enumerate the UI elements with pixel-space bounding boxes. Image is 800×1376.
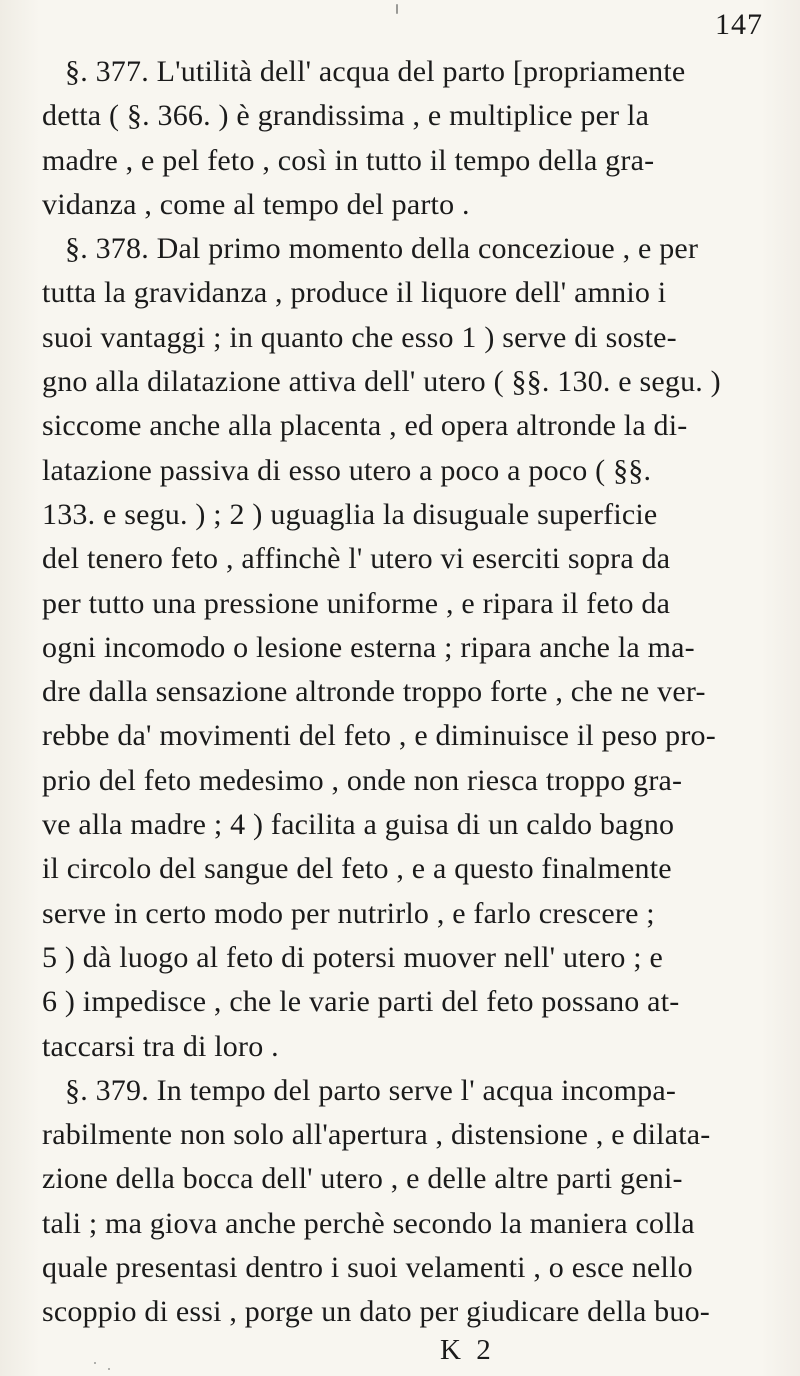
- text-line: rebbe da' movimenti del feto , e diminuisce il peso pro-: [42, 719, 716, 753]
- text-line: detta ( §. 366. ) è grandissima , e multiplice per la: [42, 99, 650, 133]
- text-line: prio del feto medesimo , onde non riesca troppo gra-: [42, 763, 683, 797]
- body-text: [42, 50, 787, 1335]
- text-line: dre dalla sensazione altronde troppo forte , che ne ver-: [42, 675, 706, 709]
- text-line: il circolo del sangue del feto , e a questo finalmente: [42, 852, 672, 886]
- text-line: §. 378. Dal primo momento della concezioue , e per: [65, 232, 699, 266]
- text-line: zione della bocca dell' utero , e delle altre parti geni-: [42, 1162, 683, 1196]
- paper-speck: [108, 1368, 110, 1370]
- text-line: 6 ) impedisce , che le varie parti del feto possano at-: [42, 985, 680, 1019]
- text-line: rabilmente non solo all'apertura , distensione , e dilata-: [42, 1118, 711, 1152]
- text-line: suoi vantaggi ; in quanto che esso 1 ) serve di soste-: [42, 320, 677, 354]
- text-line: del tenero feto , affinchè l' utero vi eserciti sopra da: [42, 542, 671, 576]
- text-line: serve in certo modo per nutrirlo , e farlo crescere ;: [42, 896, 655, 930]
- signature-mark: K 2: [440, 1334, 495, 1366]
- text-line: quale presentasi dentro i suoi velamenti , o esce nello: [42, 1251, 693, 1285]
- text-line: siccome anche alla placenta , ed opera altronde la di-: [42, 409, 688, 443]
- text-line: §. 379. In tempo del parto serve l' acqua incompa-: [65, 1073, 677, 1107]
- text-line: ogni incomodo o lesione esterna ; ripara anche la ma-: [42, 630, 695, 664]
- text-line: gno alla dilatazione attiva dell' utero ( §§. 130. e segu. ): [42, 365, 721, 399]
- text-line: tali ; ma giova anche perchè secondo la maniera colla: [42, 1206, 695, 1240]
- paper-speck: [396, 4, 398, 14]
- text-line: §. 377. L'utilità dell' acqua del parto [propriamente: [65, 55, 686, 88]
- text-line: madre , e pel feto , così in tutto il tempo della gra-: [42, 143, 655, 177]
- text-line: ve alla madre ; 4 ) facilita a guisa di un caldo bagno: [42, 808, 675, 842]
- text-line: 133. e segu. ) ; 2 ) uguaglia la disuguale superficie: [42, 497, 658, 531]
- text-line: taccarsi tra di loro .: [42, 1029, 279, 1063]
- text-line: per tutto una pressione uniforme , e ripara il feto da: [42, 586, 671, 620]
- page-number: 147: [715, 8, 763, 41]
- text-line: 5 ) dà luogo al feto di potersi muover nell' utero ; e: [42, 940, 664, 974]
- text-line: latazione passiva di esso utero a poco a poco ( §§.: [42, 453, 652, 487]
- text-line: scoppio di essi , porge un dato per giudicare della buo-: [42, 1295, 710, 1329]
- text-line: tutta la gravidanza , produce il liquore dell' amnio i: [42, 276, 667, 310]
- paper-speck: [94, 1362, 96, 1364]
- text-line: vidanza , come al tempo del parto .: [42, 187, 470, 221]
